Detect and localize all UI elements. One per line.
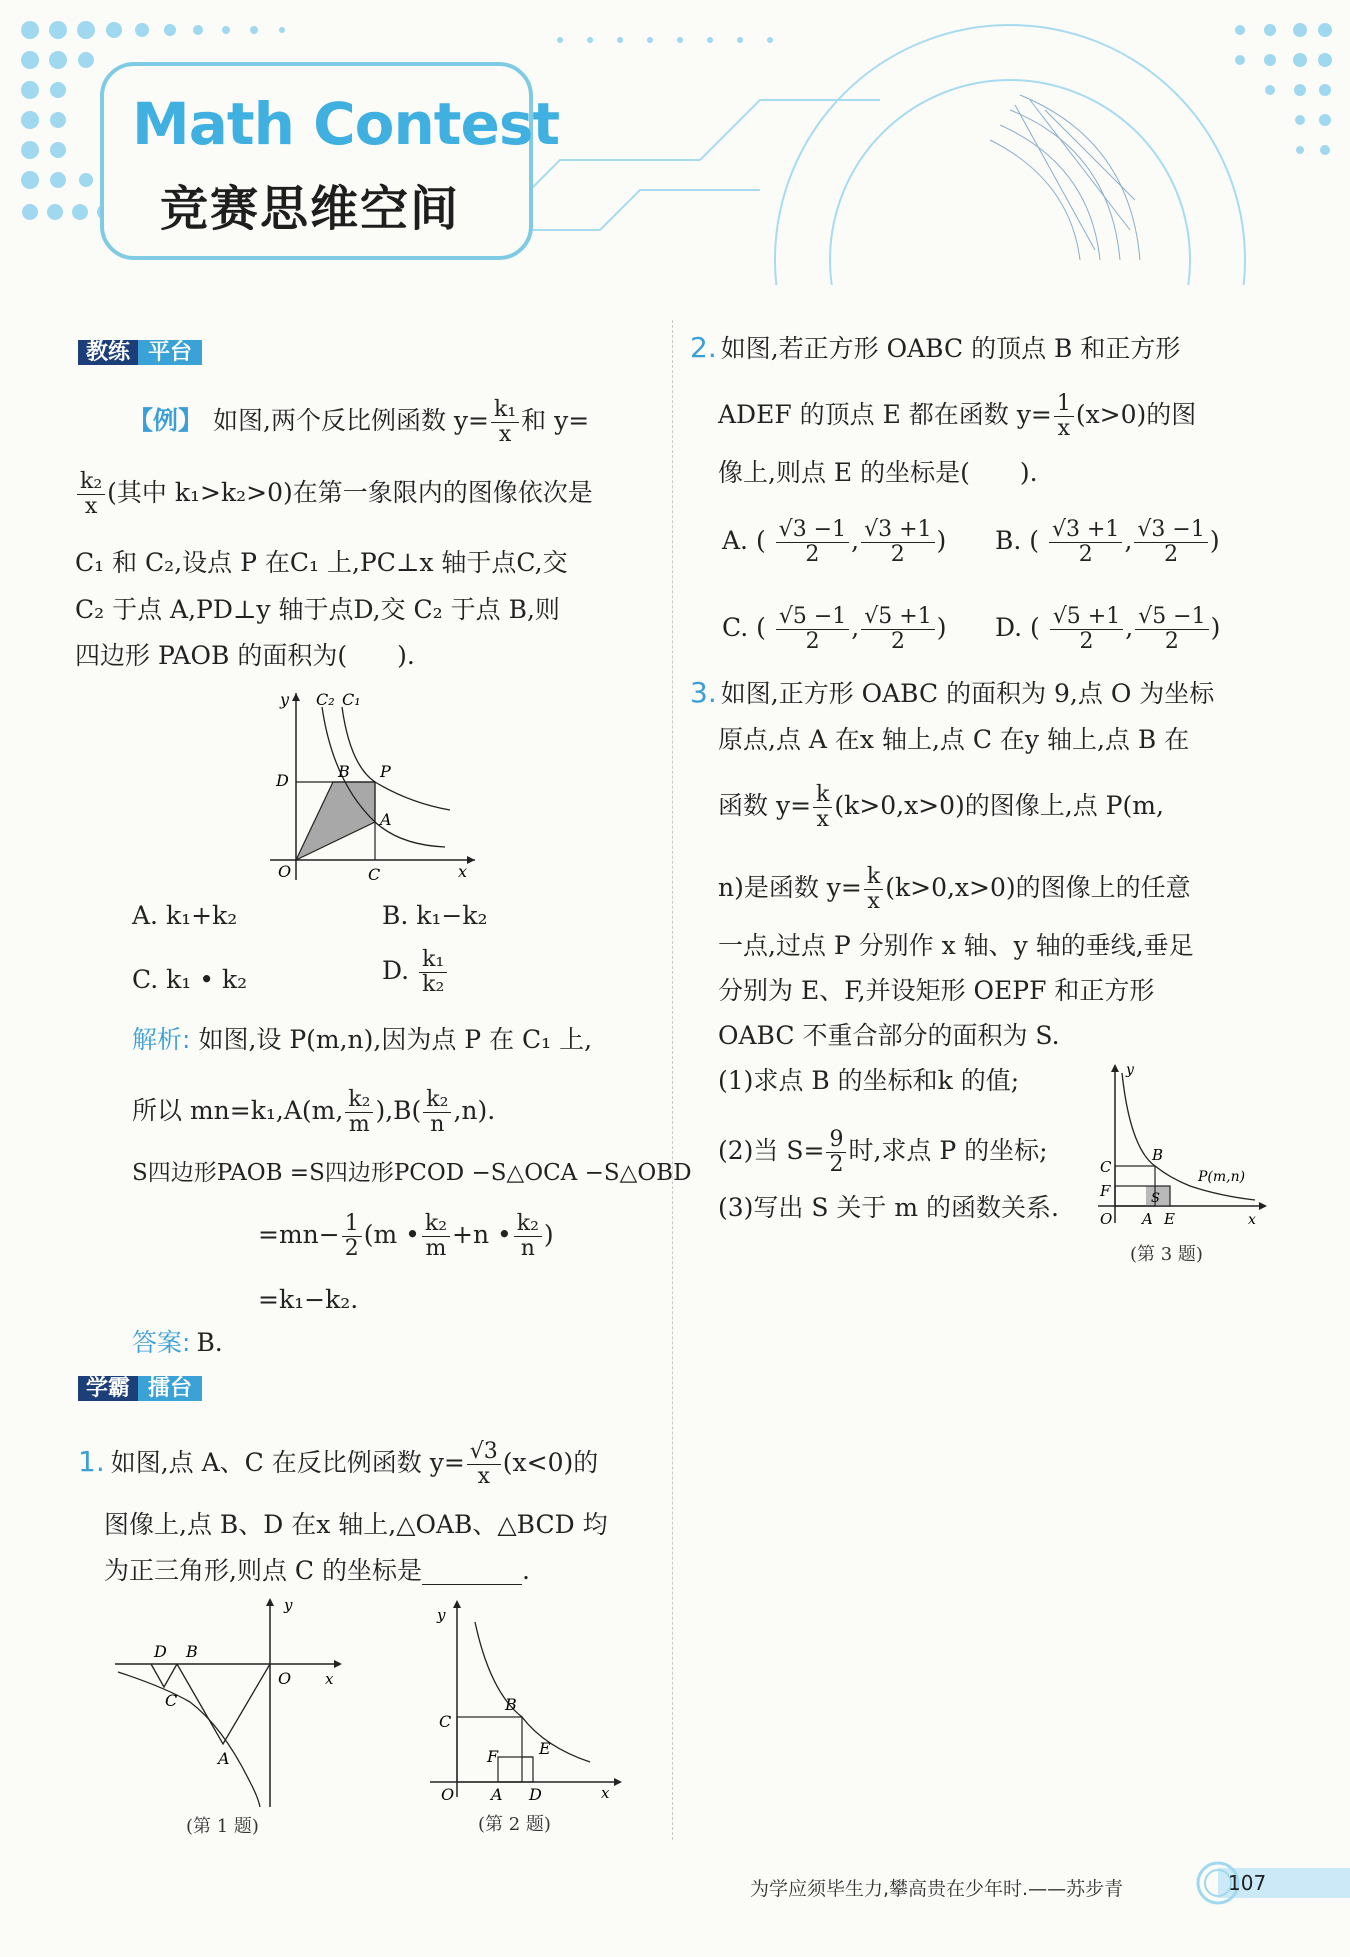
svg-text:y: y bbox=[280, 690, 290, 709]
q1-line-2: 图像上,点 B、D 在x 轴上,△OAB、△BCD 均 bbox=[104, 1510, 608, 1539]
fraction-s5p1-2 bbox=[861, 605, 934, 654]
q3-line-4 bbox=[718, 865, 1191, 914]
numerator: k bbox=[813, 783, 832, 808]
example-figure bbox=[250, 685, 480, 885]
q2-text: 如图,若正方形 OABC 的顶点 B 和正方形 bbox=[720, 334, 1181, 363]
q1-text: 如图,点 A、C 在反比例函数 y= bbox=[110, 1448, 465, 1477]
example-text: (其中 k₁>k₂>0)在第一象限内的图像依次是 bbox=[107, 478, 593, 507]
denominator: x bbox=[477, 1464, 490, 1489]
fraction-k2-m bbox=[345, 1088, 373, 1137]
page-number: 107 bbox=[1228, 1871, 1267, 1895]
numerator: √5 +1 bbox=[1050, 605, 1123, 630]
q2-option-a: A. ( $\frac{√3 -1}{2}$ , $\frac{√3 +1}{2}$ ) bbox=[722, 517, 947, 567]
fraction-s3p1-2 bbox=[1049, 518, 1122, 567]
q1-line-3: 为正三角形,则点 C 的坐标是________. bbox=[104, 1556, 530, 1585]
solution-text: +n • bbox=[452, 1220, 512, 1249]
fraction-k-x bbox=[864, 865, 883, 914]
caption-q1: (第 1 题) bbox=[186, 1816, 259, 1837]
answer-value: B. bbox=[196, 1328, 223, 1357]
q3-line-6: 分别为 E、F,并设矩形 OEPF 和正方形 bbox=[718, 976, 1155, 1005]
svg-text:A: A bbox=[491, 1785, 503, 1804]
example-text: 和 y= bbox=[521, 406, 590, 435]
denominator: x bbox=[498, 422, 512, 447]
answer-label: 答案: bbox=[132, 1328, 191, 1357]
q3-line-1 bbox=[690, 675, 1214, 712]
denominator: n bbox=[430, 1112, 445, 1137]
q3-text: (k>0,x>0)的图像上的任意 bbox=[885, 873, 1191, 902]
svg-text:D: D bbox=[276, 771, 289, 790]
denominator: 2 bbox=[829, 1152, 844, 1177]
answer-line bbox=[132, 1325, 223, 1361]
section-tag-coach-platform bbox=[78, 337, 202, 369]
q2-option-c: C. ( $\frac{√5 -1}{2}$ , $\frac{√5 +1}{2}$ ) bbox=[722, 604, 947, 654]
numerator: √5 −1 bbox=[776, 605, 849, 630]
svg-text:C₁: C₁ bbox=[342, 690, 361, 709]
q3-text: (2)当 S= bbox=[718, 1136, 825, 1165]
title-english: Math Contest bbox=[132, 90, 560, 158]
q1-text: (x<0)的 bbox=[502, 1448, 599, 1477]
q2-line-1 bbox=[690, 330, 1180, 367]
fraction-k-x bbox=[813, 783, 832, 832]
denominator: 2 bbox=[805, 542, 820, 567]
tag-part-a: 教练 bbox=[78, 340, 138, 365]
q2-option-d: D. ( $\frac{√5 +1}{2}$ , $\frac{√5 -1}{2}$ ) bbox=[995, 604, 1221, 654]
fraction-k2-n bbox=[514, 1212, 542, 1261]
fraction-k1-k2 bbox=[419, 948, 447, 997]
q2-line-3: 像上,则点 E 的坐标是( ). bbox=[718, 458, 1038, 487]
numerator: k₂ bbox=[514, 1212, 542, 1237]
option-a: A. k₁+k₂ bbox=[132, 901, 238, 930]
svg-text:y: y bbox=[284, 1596, 293, 1614]
svg-text:x: x bbox=[1248, 1212, 1256, 1228]
svg-text:O: O bbox=[441, 1785, 455, 1804]
fraction-k2-m bbox=[422, 1212, 450, 1261]
option-label: C. bbox=[722, 613, 749, 642]
denominator: x bbox=[867, 889, 880, 914]
svg-text:A: A bbox=[380, 810, 392, 829]
svg-text:O: O bbox=[1100, 1210, 1113, 1228]
example-line-4: C₂ 于点 A,PD⊥y 轴于点D,交 C₂ 于点 B,则 bbox=[75, 595, 560, 624]
q2-text: (x>0)的图 bbox=[1075, 400, 1197, 429]
q3-part-3: (3)写出 S 关于 m 的函数关系. bbox=[718, 1193, 1059, 1222]
svg-text:A: A bbox=[218, 1749, 230, 1768]
solution-line-3: S四边形PAOB =S四边形PCOD −S△OCA −S△OBD bbox=[132, 1160, 692, 1186]
svg-text:C: C bbox=[439, 1712, 452, 1731]
denominator: x bbox=[84, 494, 98, 519]
example-line-5: 四边形 PAOB 的面积为( ). bbox=[75, 641, 415, 670]
solution-text: =mn− bbox=[258, 1220, 340, 1249]
example-text: 如图,两个反比例函数 y= bbox=[213, 406, 489, 435]
question-number: 2. bbox=[690, 331, 717, 364]
tag-part-a: 学霸 bbox=[78, 1376, 138, 1401]
q2-option-b: B. ( $\frac{√3 +1}{2}$ , $\frac{√3 -1}{2}$ ) bbox=[995, 517, 1220, 567]
option-label: B. bbox=[995, 526, 1022, 555]
example-label: 【例】 bbox=[128, 406, 204, 435]
q3-line-3 bbox=[718, 783, 1164, 832]
numerator: k₂ bbox=[345, 1088, 373, 1113]
svg-text:x: x bbox=[458, 862, 468, 881]
solution-text: ) bbox=[543, 1220, 554, 1249]
figure-q3 bbox=[1090, 1058, 1275, 1238]
solution-label: 解析: bbox=[132, 1025, 191, 1054]
svg-text:F: F bbox=[1100, 1182, 1111, 1200]
example-line-2 bbox=[75, 470, 593, 519]
numerator: √3 −1 bbox=[776, 518, 849, 543]
tag-part-b: 擂台 bbox=[138, 1376, 202, 1401]
figure-q2 bbox=[425, 1592, 625, 1812]
question-number: 3. bbox=[690, 676, 717, 709]
denominator: m bbox=[348, 1112, 370, 1137]
solution-text: (m • bbox=[363, 1220, 420, 1249]
numerator: k₂ bbox=[77, 470, 105, 495]
solution-line-5: =k₁−k₂. bbox=[258, 1285, 359, 1314]
q2-text: ADEF 的顶点 E 都在函数 y= bbox=[718, 400, 1052, 429]
numerator: k₂ bbox=[423, 1088, 451, 1113]
example-line-1 bbox=[128, 398, 589, 447]
caption-q3: (第 3 题) bbox=[1130, 1244, 1203, 1265]
denominator: 2 bbox=[890, 629, 905, 654]
svg-text:A: A bbox=[1142, 1210, 1153, 1228]
solution-text: 所以 mn=k₁,A bbox=[132, 1096, 302, 1125]
svg-text:y: y bbox=[1126, 1062, 1134, 1078]
q1-line-1 bbox=[78, 1440, 598, 1489]
numerator: √5 −1 bbox=[1135, 605, 1208, 630]
q3-part-2 bbox=[718, 1128, 1048, 1177]
svg-text:C: C bbox=[368, 865, 381, 884]
solution-line-4 bbox=[258, 1212, 554, 1261]
denominator: x bbox=[1057, 416, 1071, 441]
q3-part-1: (1)求点 B 的坐标和k 的值; bbox=[718, 1066, 1020, 1095]
numerator: √3 bbox=[467, 1440, 501, 1465]
numerator: k₂ bbox=[422, 1212, 450, 1237]
svg-text:x: x bbox=[601, 1784, 610, 1802]
solution-text: ),B bbox=[375, 1096, 412, 1125]
denominator: k₂ bbox=[422, 972, 445, 997]
svg-text:B: B bbox=[1152, 1146, 1164, 1164]
denominator: 2 bbox=[805, 629, 820, 654]
page-number-badge bbox=[1190, 1860, 1350, 1906]
fraction-half bbox=[342, 1212, 362, 1261]
numerator: √3 −1 bbox=[1134, 518, 1207, 543]
svg-text:P(m,n): P(m,n) bbox=[1198, 1169, 1246, 1185]
denominator: 2 bbox=[1164, 629, 1179, 654]
option-label: D. bbox=[995, 613, 1023, 642]
svg-text:P: P bbox=[380, 762, 391, 781]
fraction-s3p1-2 bbox=[861, 518, 934, 567]
fraction-s3m1-2 bbox=[1134, 518, 1207, 567]
q3-line-2: 原点,点 A 在x 轴上,点 C 在y 轴上,点 B 在 bbox=[718, 725, 1190, 754]
denominator: m bbox=[425, 1236, 447, 1261]
q3-text: (k>0,x>0)的图像上,点 P(m, bbox=[834, 791, 1164, 820]
svg-text:y: y bbox=[437, 1606, 446, 1624]
example-line-3: C₁ 和 C₂,设点 P 在C₁ 上,PC⊥x 轴于点C,交 bbox=[75, 548, 568, 577]
question-number: 1. bbox=[78, 1445, 105, 1478]
numerator: k bbox=[864, 865, 883, 890]
footer-quote: 为学应须毕生力,攀高贵在少年时.——苏步青 bbox=[750, 1878, 1124, 1900]
solution-text: ,n). bbox=[453, 1096, 496, 1125]
fraction-s5m1-2 bbox=[776, 605, 849, 654]
svg-text:B: B bbox=[186, 1642, 198, 1661]
fraction-s5m1-2 bbox=[1135, 605, 1208, 654]
fraction-k2-n bbox=[423, 1088, 451, 1137]
denominator: x bbox=[816, 807, 829, 832]
caption-q2: (第 2 题) bbox=[478, 1814, 551, 1835]
solution-text: (m, bbox=[301, 1096, 344, 1125]
denominator: 2 bbox=[1078, 542, 1093, 567]
section-tag-top-student bbox=[78, 1373, 202, 1405]
tag-part-b: 平台 bbox=[138, 340, 202, 365]
fraction-k2-x bbox=[77, 470, 105, 519]
svg-text:C: C bbox=[165, 1691, 178, 1710]
title-chinese: 竞赛思维空间 bbox=[160, 181, 461, 237]
numerator: √3 +1 bbox=[861, 518, 934, 543]
svg-text:S: S bbox=[1151, 1191, 1160, 1206]
q3-line-5: 一点,过点 P 分别作 x 轴、y 轴的垂线,垂足 bbox=[718, 931, 1194, 960]
numerator: √3 +1 bbox=[1049, 518, 1122, 543]
fraction-1-x bbox=[1054, 392, 1074, 441]
q2-line-2 bbox=[718, 392, 1196, 441]
svg-text:F: F bbox=[487, 1747, 499, 1766]
svg-text:O: O bbox=[278, 1669, 292, 1688]
solution-line-1 bbox=[132, 1022, 592, 1058]
svg-text:B: B bbox=[338, 762, 350, 781]
option-c: C. k₁ • k₂ bbox=[132, 965, 248, 994]
numerator: k₁ bbox=[491, 398, 519, 423]
column-divider bbox=[672, 320, 674, 1840]
numerator: 1 bbox=[342, 1212, 362, 1237]
option-d-label: D. bbox=[382, 956, 410, 985]
option-b: B. k₁−k₂ bbox=[382, 901, 488, 930]
numerator: 9 bbox=[826, 1128, 846, 1153]
svg-text:B: B bbox=[505, 1695, 517, 1714]
denominator: 2 bbox=[1079, 629, 1094, 654]
svg-text:x: x bbox=[325, 1670, 334, 1688]
option-d bbox=[382, 948, 449, 997]
q3-text: 如图,正方形 OABC 的面积为 9,点 O 为坐标 bbox=[720, 679, 1215, 708]
q3-text: 时,求点 P 的坐标; bbox=[848, 1136, 1048, 1165]
denominator: 2 bbox=[344, 1236, 359, 1261]
fraction-9-2 bbox=[826, 1128, 846, 1177]
fraction-s3m1-2 bbox=[776, 518, 849, 567]
q3-text: n)是函数 y= bbox=[718, 873, 862, 902]
svg-text:E: E bbox=[1164, 1210, 1175, 1228]
figure-q1 bbox=[110, 1592, 350, 1812]
svg-text:D: D bbox=[154, 1642, 167, 1661]
denominator: 2 bbox=[1164, 542, 1179, 567]
solution-line-2 bbox=[132, 1088, 495, 1137]
option-label: A. bbox=[722, 526, 749, 555]
solution-text: 如图,设 P(m,n),因为点 P 在 C₁ 上, bbox=[198, 1025, 593, 1054]
fraction-s5p1-2 bbox=[1050, 605, 1123, 654]
svg-text:C: C bbox=[1100, 1158, 1112, 1176]
q3-text: 函数 y= bbox=[718, 791, 812, 820]
denominator: n bbox=[520, 1236, 535, 1261]
fraction-k1-x bbox=[491, 398, 519, 447]
denominator: 2 bbox=[890, 542, 905, 567]
svg-text:D: D bbox=[529, 1785, 542, 1804]
fraction-sqrt3-x bbox=[467, 1440, 501, 1489]
numerator: k₁ bbox=[419, 948, 447, 973]
svg-text:O: O bbox=[278, 862, 292, 881]
solution-text: ( bbox=[411, 1096, 422, 1125]
numerator: 1 bbox=[1054, 392, 1074, 417]
svg-text:C₂: C₂ bbox=[316, 690, 335, 709]
svg-text:E: E bbox=[539, 1739, 551, 1758]
q3-line-7: OABC 不重合部分的面积为 S. bbox=[718, 1021, 1060, 1050]
numerator: √5 +1 bbox=[861, 605, 934, 630]
